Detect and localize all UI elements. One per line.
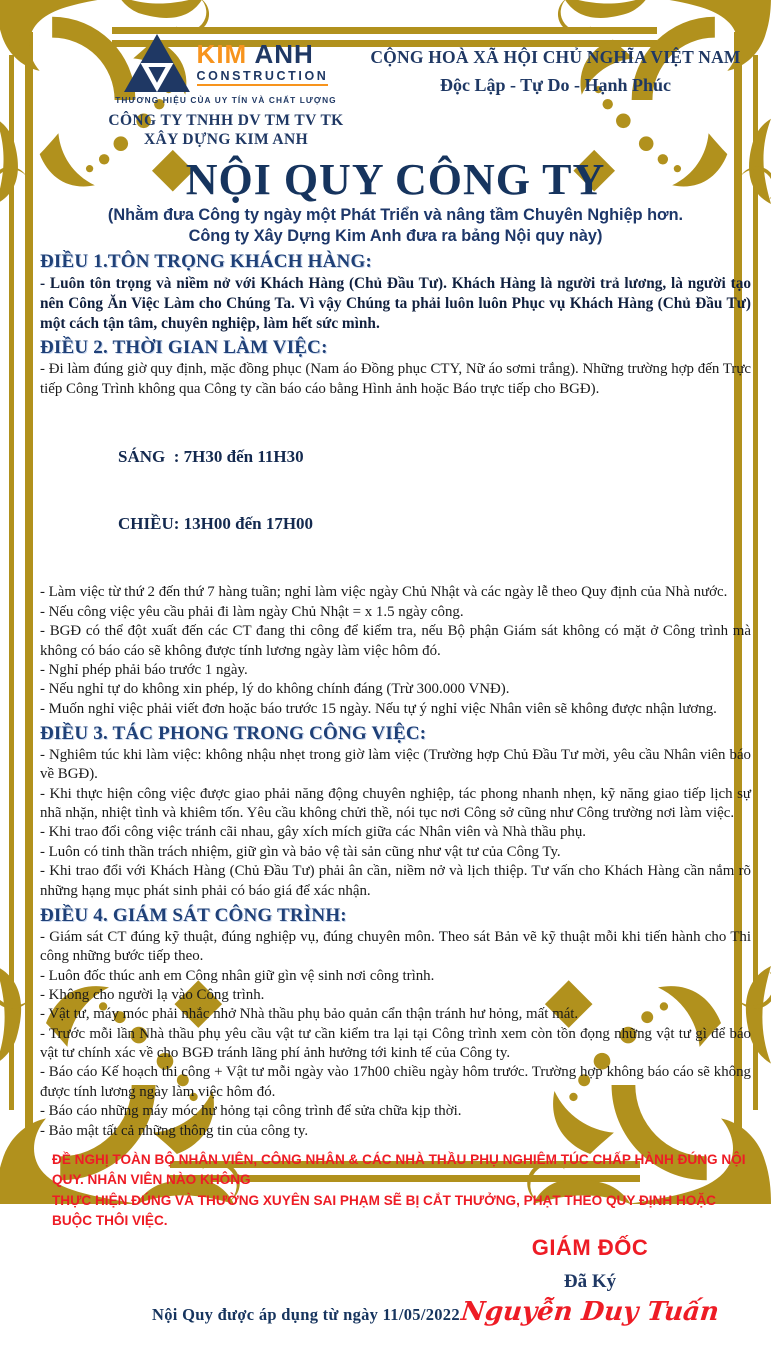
subtitle-line1: (Nhằm đưa Công ty ngày một Phát Triển và nâng tầm Chuyên Nghiệp hơn. <box>107 206 684 225</box>
compliance-notice <box>40 1150 751 1232</box>
brand-name <box>196 38 329 69</box>
article4-item: - Báo cáo những máy móc hư hỏng tại công trình để sửa chữa kịp thời. <box>40 1103 462 1120</box>
brand-tagline: THƯƠNG HIỆU CỦA UY TÍN VÀ CHẤT LƯỢNG <box>115 95 337 105</box>
director-signature-column <box>460 1231 720 1327</box>
page-subtitle <box>40 205 751 247</box>
article3-item: - Khi trao đổi với Khách Hàng (Chủ Đầu Tư) phải ân cần, niềm nở và lịch thiệp. Tư vấn cho Khách Hàng cần nắm rõ những hạng mục phát sinh phải có báo giá để xác nhận. <box>40 863 751 899</box>
signed-label: Đã Ký <box>563 1271 617 1293</box>
article4-heading: ĐIỀU 4. GIÁM SÁT CÔNG TRÌNH: <box>40 904 347 926</box>
article3-heading: ĐIỀU 3. TÁC PHONG TRONG CÔNG VIỆC: <box>40 723 427 745</box>
document-header <box>40 34 751 149</box>
notice-line2: THỰC HIỆN ĐÚNG VÀ THƯỜNG XUYÊN SAI PHẠM SẼ BỊ CẮT THƯỞNG, PHẠT THEO QUY ĐỊNH HOẶC BUỘC THÔI VIỆC. <box>52 1192 716 1229</box>
article2-heading: ĐIỀU 2. THỜI GIAN LÀM VIỆC: <box>40 337 328 359</box>
frame-right-line-outer <box>753 55 758 1110</box>
logo-triangle-icon <box>124 34 190 92</box>
company-name-line2: XÂY DỰNG KIM ANH <box>143 131 309 148</box>
national-header <box>360 34 751 149</box>
article3-item: - Khi trao đổi công việc tránh cãi nhau, gây xích mích giữa các Nhân viên và Nhà thầu phụ. <box>40 824 587 841</box>
article4-item: - Không cho người lạ vào Công trình. <box>40 986 265 1003</box>
subtitle-line2: Công ty Xây Dựng Kim Anh đưa ra bảng Nội quy này) <box>188 227 603 246</box>
brand-anh: ANH <box>254 38 314 69</box>
page-title: NỘI QUY CÔNG TY <box>185 155 606 204</box>
article3-item: - Khi thực hiện công việc được giao phải năng động chuyên nghiệp, tác phong nhanh nhẹn, kỹ năng giao tiếp lịch sự nhã nhặn, nhiệt tình và khiêm tốn. Yêu cầu không chửi thề, nói tục nơi Công sở cũng như Công trường nơi làm việc. <box>40 785 751 822</box>
article3-item: - Luôn có tinh thần trách nhiệm, giữ gìn và bảo vệ tài sản cũng như vật tư của Công Ty. <box>40 843 561 860</box>
article4-item: - Luôn đốc thúc anh em Công nhân giữ gìn vệ sinh nơi công trình. <box>40 967 435 984</box>
article2-item: - BGĐ có thể đột xuất đến các CT đang thi công để kiểm tra, nếu Bộ phận Giám sát không có mặt ở Công trình mà không có báo cáo sẽ không được tính lương ngày làm việc hôm đó. <box>40 623 751 659</box>
article4-item: - Trước mỗi lần Nhà thầu phụ yêu cầu vật tư cần kiểm tra lại tại Công trình xem còn tồn đọng những vật tư gì để báo vật tư chính xác về cho BGĐ tránh lãng phí ảnh hưởng tới kinh tế của Công ty. <box>40 1025 751 1062</box>
article4-item: - Bảo mật tất cả những thông tin của công ty. <box>40 1122 309 1139</box>
effective-date-note: Nội Quy được áp dụng từ ngày 11/05/2022 <box>152 1305 460 1325</box>
article2-intro: - Đi làm đúng giờ quy định, mặc đồng phục (Nam áo Đồng phục CTY, Nữ áo sơmi trắng). Những trường hợp đến Trực tiếp Công Trình không qua Công ty cần báo cáo bằng Hình ảnh hoặc Báo trực tiếp cho BGĐ). <box>40 361 751 397</box>
company-logo-block <box>92 34 360 149</box>
work-schedule <box>118 401 751 581</box>
article2-item: - Nếu nghỉ tự do không xin phép, lý do không chính đáng (Trừ 300.000 VNĐ). <box>40 681 510 698</box>
notice-line1: ĐỀ NGHỊ TOÀN BỘ NHÂN VIÊN, CÔNG NHÂN & CÁC NHÀ THẦU PHỤ NGHIÊM TÚC CHẤP HÀNH ĐÚNG NỘI QUY. NHÂN VIÊN NÀO KHÔNG <box>52 1151 746 1188</box>
frame-left-line-outer <box>9 55 14 1110</box>
article3-item: - Nghiêm túc khi làm việc: không nhậu nhẹt trong giờ làm việc (Trường hợp Chủ Đầu Tư mời, yêu cầu Nhân viên báo về BGĐ). <box>40 746 751 783</box>
national-motto-line2: Độc Lập - Tự Do - Hạnh Phúc <box>439 75 671 95</box>
national-motto-line1: CỘNG HOÀ XÃ HỘI CHỦ NGHĨA VIỆT NAM <box>370 47 741 67</box>
director-title: GIÁM ĐỐC <box>531 1235 649 1261</box>
article4-item: - Vật tư, máy móc phải nhắc nhở Nhà thầu phụ bảo quản cẩn thận tránh hư hỏng, mất mát. <box>40 1006 579 1023</box>
schedule-afternoon: CHIỀU: 13H00 đến 17H00 <box>118 514 314 534</box>
brand-kim: KIM <box>196 38 248 69</box>
director-signature: Nguyễn Duy Tuấn <box>459 1297 721 1328</box>
article2-item: - Nghỉ phép phải báo trước 1 ngày. <box>40 661 248 678</box>
brand-wordmark <box>196 38 329 86</box>
company-name-line1: CÔNG TY TNHH DV TM TV TK <box>108 112 344 129</box>
logo-row <box>92 34 360 92</box>
article4-item: - Giám sát CT đúng kỹ thuật, đúng nghiệp vụ, đúng chuyên môn. Theo sát Bản vẽ kỹ thuật mỗi khi tiến hành cho Thi công những bước tiếp theo. <box>40 928 751 965</box>
article2-item: - Làm việc từ thứ 2 đến thứ 7 hàng tuần; nghỉ làm việc ngày Chủ Nhật và các ngày lễ theo Quy định của Nhà nước. <box>40 584 728 601</box>
article2-item: - Nếu công việc yêu cầu phải đi làm ngày Chủ Nhật = x 1.5 ngày công. <box>40 603 464 620</box>
document-content <box>40 34 751 1359</box>
signature-block <box>40 1231 751 1359</box>
article2-item: - Muốn nghỉ việc phải viết đơn hoặc báo trước 15 ngày. Nếu tự ý nghỉ việc Nhân viên sẽ không được nhận lương. <box>40 700 717 717</box>
article1-heading: ĐIỀU 1.TÔN TRỌNG KHÁCH HÀNG: <box>40 250 372 272</box>
brand-construction: CONSTRUCTION <box>197 69 329 86</box>
schedule-morning: SÁNG : 7H30 đến 11H30 <box>118 446 304 466</box>
article1-item: - Luôn tôn trọng và niềm nở với Khách Hàng (Chủ Đầu Tư). Khách Hàng là người trả lương, là người tạo nên Công Ăn Việc Làm cho Chúng Ta. Vì vậy Chúng ta phải luôn luôn Phục vụ Khách Hàng (Chủ Đầu Tư) một cách tận tâm, chuyên nghiệp, làm hết sức mình. <box>40 274 751 332</box>
article4-item: - Báo cáo Kế hoạch thi công + Vật tư mỗi ngày vào 17h00 chiều ngày hôm trước. Trường hợp không báo cáo sẽ không được tính lương ngày làm việc hôm đó. <box>40 1064 751 1100</box>
